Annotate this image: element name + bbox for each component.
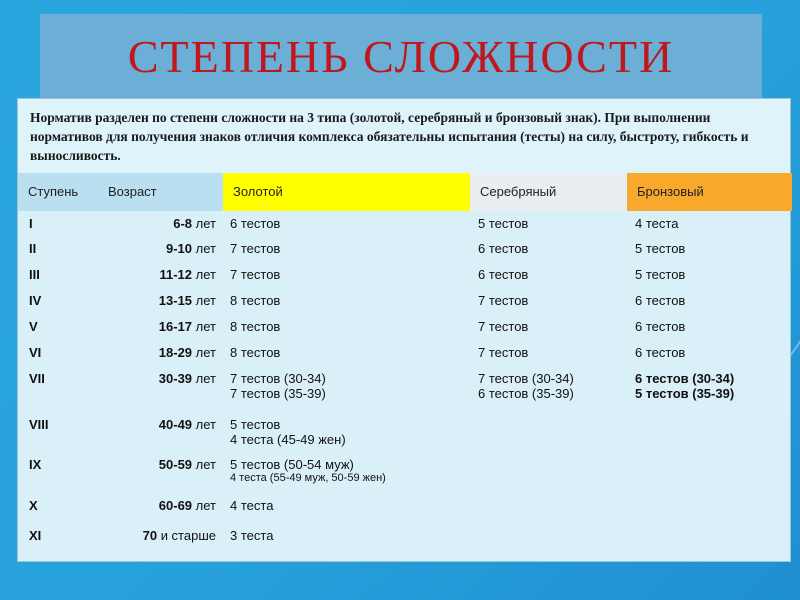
cell-step: IX — [29, 457, 42, 472]
cell-age — [88, 267, 216, 282]
age-unit: лет — [195, 267, 216, 282]
silver-line: 7 тестов (30-34) — [478, 371, 574, 386]
bronze-line: 6 тестов (30-34) — [635, 371, 735, 386]
gold-line: 8 тестов — [230, 345, 281, 360]
cell-bronze — [635, 371, 734, 401]
bronze-line: 5 тестов — [635, 241, 686, 256]
silver-line: 7 тестов — [478, 293, 529, 308]
age-unit: лет — [195, 457, 216, 472]
cell-age — [88, 216, 216, 231]
table-row — [18, 412, 790, 452]
silver-line: 6 тестов — [478, 267, 529, 282]
gold-line: 7 тестов (35-39) — [230, 386, 326, 401]
cell-bronze — [635, 345, 685, 360]
gold-line: 8 тестов — [230, 293, 281, 308]
content-table — [17, 98, 791, 562]
header-gold: Золотой — [223, 173, 470, 211]
cell-gold — [230, 457, 386, 484]
bronze-line: 5 тестов (35-39) — [635, 386, 735, 401]
gold-line: 4 теста (55-49 муж, 50-59 жен) — [230, 472, 386, 484]
bronze-line: 6 тестов — [635, 345, 686, 360]
cell-age — [88, 417, 216, 432]
silver-line: 7 тестов — [478, 345, 529, 360]
header-age: Возраст — [108, 184, 157, 199]
cell-step: I — [29, 216, 33, 231]
table-row — [18, 236, 790, 262]
cell-gold — [230, 345, 280, 360]
silver-line: 5 тестов — [478, 216, 529, 231]
cell-age — [88, 241, 216, 256]
age-unit: лет — [195, 319, 216, 334]
bronze-line: 4 теста — [635, 216, 679, 231]
table-row — [18, 211, 790, 236]
cell-silver — [478, 216, 528, 231]
silver-line: 7 тестов — [478, 319, 529, 334]
age-value: 60-69 — [158, 498, 193, 513]
age-value: 16-17 — [158, 319, 193, 334]
table-row — [18, 262, 790, 288]
table-row — [18, 452, 790, 493]
table-row — [18, 340, 790, 366]
cell-gold — [230, 319, 280, 334]
cell-step: XI — [29, 528, 42, 543]
gold-line: 3 теста — [230, 528, 274, 543]
cell-gold — [230, 417, 346, 447]
age-unit: лет — [195, 371, 216, 386]
table-row — [18, 366, 790, 412]
cell-step: X — [29, 498, 38, 513]
age-value: 50-59 — [158, 457, 193, 472]
gold-line: 7 тестов (30-34) — [230, 371, 326, 386]
cell-age — [88, 345, 216, 360]
age-value: 18-29 — [158, 345, 193, 360]
gold-line: 8 тестов — [230, 319, 281, 334]
cell-silver — [478, 241, 528, 256]
cell-step: II — [29, 241, 37, 256]
cell-silver — [478, 319, 528, 334]
page-title: СТЕПЕНЬ СЛОЖНОСТИ — [127, 30, 675, 82]
gold-line: 7 тестов — [230, 267, 281, 282]
cell-step: V — [29, 319, 38, 334]
table-header — [18, 173, 790, 211]
age-value: 13-15 — [158, 293, 193, 308]
bronze-line: 6 тестов — [635, 293, 686, 308]
table-row — [18, 523, 790, 553]
age-value: 6-8 — [173, 216, 193, 231]
cell-bronze — [635, 267, 685, 282]
cell-step: VI — [29, 345, 42, 360]
header-silver: Серебряный — [470, 173, 627, 211]
cell-gold — [230, 241, 280, 256]
cell-gold — [230, 528, 273, 543]
cell-age — [88, 319, 216, 334]
cell-silver — [478, 345, 528, 360]
age-unit: лет — [195, 498, 216, 513]
age-unit: и старше — [160, 528, 216, 543]
silver-line: 6 тестов — [478, 241, 529, 256]
age-value: 40-49 — [158, 417, 193, 432]
table-body — [18, 211, 790, 553]
cell-bronze — [635, 241, 685, 256]
age-value: 9-10 — [166, 241, 193, 256]
cell-gold — [230, 371, 326, 401]
cell-gold — [230, 498, 273, 513]
cell-age — [88, 528, 216, 543]
header-bronze: Бронзовый — [627, 173, 792, 211]
table-row — [18, 493, 790, 523]
cell-step: VIII — [29, 417, 49, 432]
gold-line: 4 теста — [230, 498, 274, 513]
age-unit: лет — [195, 241, 216, 256]
table-row — [18, 314, 790, 340]
age-value: 11-12 — [159, 267, 193, 282]
cell-age — [88, 498, 216, 513]
bronze-line: 5 тестов — [635, 267, 686, 282]
age-unit: лет — [195, 293, 216, 308]
cell-age — [88, 293, 216, 308]
bronze-line: 6 тестов — [635, 319, 686, 334]
cell-gold — [230, 267, 280, 282]
cell-step: IV — [29, 293, 42, 308]
cell-bronze — [635, 319, 685, 334]
cell-bronze — [635, 216, 678, 231]
gold-line: 6 тестов — [230, 216, 281, 231]
cell-silver — [478, 293, 528, 308]
cell-silver — [478, 267, 528, 282]
gold-line: 5 тестов — [230, 417, 281, 432]
cell-silver — [478, 371, 574, 401]
header-step: Ступень — [18, 173, 223, 211]
age-value: 30-39 — [158, 371, 193, 386]
cell-step: VII — [29, 371, 45, 386]
gold-line: 4 теста (45-49 жен) — [230, 432, 346, 447]
age-unit: лет — [195, 216, 216, 231]
cell-gold — [230, 293, 280, 308]
age-unit: лет — [195, 345, 216, 360]
silver-line: 6 тестов (35-39) — [478, 386, 574, 401]
cell-bronze — [635, 293, 685, 308]
cell-step: III — [29, 267, 40, 282]
age-unit: лет — [195, 417, 216, 432]
gold-line: 5 тестов (50-54 муж) — [230, 457, 354, 472]
gold-line: 7 тестов — [230, 241, 281, 256]
cell-gold — [230, 216, 280, 231]
cell-age — [88, 371, 216, 386]
age-value: 70 — [142, 528, 158, 543]
intro-text: Норматив разделен по степени сложности на 3 типа (золотой, серебряный и бронзовый знак). При выполнении нормативов для получения знаков отличия комплекса обязательны испытания (тесты) на силу, быстроту, гибкость и выносливость. — [18, 99, 790, 173]
title-bar — [40, 14, 762, 98]
table-row — [18, 288, 790, 314]
cell-age — [88, 457, 216, 472]
